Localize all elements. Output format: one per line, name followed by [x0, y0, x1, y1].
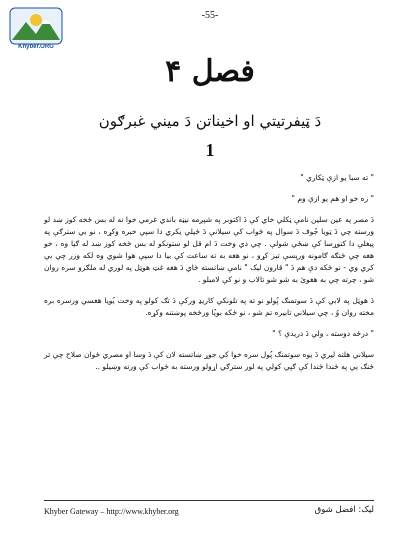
section-number: 1	[205, 140, 215, 160]
footer-website: Khyber Gateway – http://www.khyber.org	[44, 507, 179, 516]
chapter-title: فصل ۴	[165, 54, 255, 89]
footer-divider	[44, 500, 374, 501]
paragraph: دَ هوټل په لابي کې دَ سوتمنګ پُولو نو ته په تلونکي کاريډ ورکې دَ تګ کولو په وخت يُويا هغسي ورسره بره مخته روان وُ ، چي سيلاني تابيره تم شو ، نو ځکه بويُا ورځخه پوښتنه وکړه.	[44, 296, 374, 317]
paragraph: " ته سبا يو ازې ټکاري "	[300, 173, 374, 182]
footer-author: ليک: افضل شوق	[314, 505, 374, 515]
logo-text: Khyber.ORG	[18, 44, 54, 50]
paragraph: سيلاني هلته ليري دَ يوه سوتمنګ پُول سره خوا کي جوړ ښاتسته لان کې دَ وسا او مصري ځوان صلاح چي تر ځنګ يي په ځندا ځندا کې ګپي کولي په لور سترګي اړولو ورسته به ځواب کې ورته وښيلو ..	[44, 350, 374, 371]
chapter-subtitle: دَ ټيفرتيتي او اخيناتن دَ ميني غبرګون	[98, 112, 322, 130]
paragraph: دَ مصر په عين سلين نامې ټکلي خاي کې دَ اکتوبر په شپږمه نيټه باندي غرمي خوا ته له بس ځخه کوز ښد لو ورسته چي دَ ټويا جُوف دَ سوال په ځواب کې سيلانې دَ ځيلي يکري دا سپي خبره وکړه ، نو بي سترګې په پيغلې دا کتوړسا کې ښځي شولې . چي دي وخت دَ ام قل لو ستونکو له بس ځخه کوز ښد له ګيا وه ، خو هغه چي ځنګه ګامونه ورپسې تيز کړو ، نو هغه به ته ساعت کي بيا دا سپې هوا شوي وه لکه وزر چي بي کري وي - نو ځکه دې هم دَ " قارون ليک " نامې ښاتسته ځاي دَ هغه غټ هوټل په لوري له ملګرو سره روان شو ، چرته چي به هغوئ به شو شو تالاب و نو کې لامبلو .	[44, 215, 374, 284]
page-number: -55-	[201, 10, 219, 21]
paragraph: " زه خو او هم يو ازې وم "	[291, 194, 374, 203]
paragraph: " درځه دوسته ، ولي دَ دريدې ؟ "	[272, 329, 374, 338]
body-text	[44, 172, 374, 382]
